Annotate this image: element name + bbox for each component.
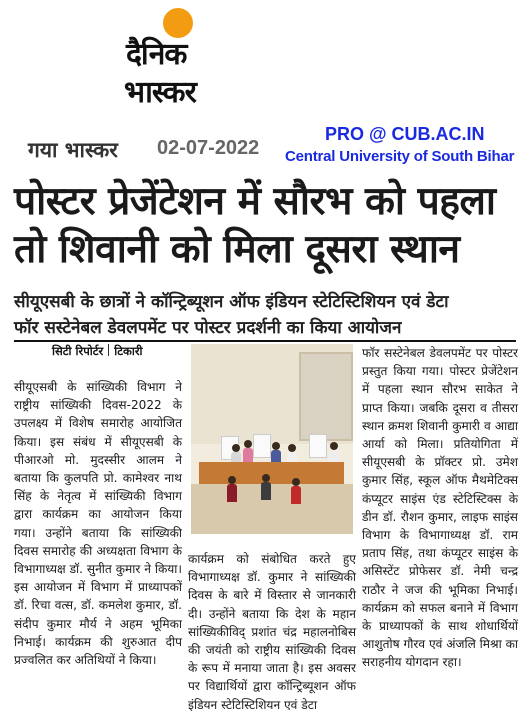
article-column-2-text: कार्यक्रम को संबोधित करते हुए विभागाध्यक्ष डॉ. कुमार ने सांख्यिकी दिवस के बारे में विस्तार से जानकारी दी। उन्होंने बताया कि देश के महान सांख्यिकीविद् प्रशांत चंद्र महालनोबिस की जयंती को राष्ट्रीय सांख्यिकी दिवस के रूप में मनाया जाता है। इस अवसर पर विद्यार्थियों द्वारा कॉन्ट्रिब्यूशन ऑफ इंडियन स्टेटिस्टिशियन एवं डेटा	[188, 552, 356, 712]
byline-place: टिकारी	[114, 344, 143, 358]
headline-divider	[14, 340, 516, 342]
article-column-3-text: फॉर सस्टेनेबल डेवलपमेंट पर पोस्टर प्रस्तुत किया गया। पोस्टर प्रेजेंटेशन में पहला स्थान सौरभ साकेत ने प्राप्त किया। जबकि दूसरा व तीसरा स्थान क्रमश शिवानी कुमारी व आद्या आर्या को मिला। प्रतियोगिता में सीयूएसबी के प्रॉक्टर प्रो. उमेश कुमार सिंह, स्कूल ऑफ मैथमेटिक्स कंप्यूटर साइंस एंड स्टेटिस्टिक्स के डीन डॉ. रौशन कुमार, लाइफ साइंस विभाग के विभागाध्यक्ष डॉ. राम प्रताप सिंह, तथा कंप्यूटर साइंस के असिस्टेंट प्रोफेसर डॉ. नेमी चन्द्र राठौर ने जज की भूमिका निभाई। कार्यक्रम को सफल बनाने में विभाग के प्राध्यापकों के साथ शोधार्थियों आशुतोष गौरव एवं अंजलि मिश्रा का सराहनीय योगदान रहा।	[362, 346, 518, 670]
headline-line1: पोस्टर प्रेजेंटेशन में सौरभ को पहला	[14, 179, 496, 224]
photo-window	[299, 352, 353, 441]
edition-name: गया भास्कर	[28, 138, 118, 162]
photo-person	[227, 476, 237, 502]
photo-poster-board	[253, 434, 271, 458]
subheadline-line2: फॉर सस्टेनेबल डेवलपमेंट पर पोस्टर प्रदर्शनी का किया आयोजन	[14, 318, 402, 338]
pro-stamp-line1: PRO @ CUB.AC.IN	[325, 124, 485, 144]
newspaper-logo-line1: दैनिक	[126, 37, 187, 72]
pro-stamp-line2: Central University of South Bihar	[285, 148, 515, 165]
photo-poster-board	[309, 434, 327, 458]
photo-table	[199, 462, 344, 484]
article-column-1-text: सीयूएसबी के सांख्यिकी विभाग ने राष्ट्रीय सांख्यिकी दिवस-2022 के उपलक्ष्य में विशेष समारोह आयोजित किया। इस संबंध में सीयूएसबी के पीआरओ मो. मुदस्सीर आलम ने बताया कि कुलपति प्रो. कामेश्वर नाथ सिंह के नेतृत्व में सांख्यिकी विभाग द्वारा कार्यक्रम का आयोजन किया गया। उन्होंने बताया कि सांख्यिकी दिवस समारोह की अध्यक्षता विभाग के विभागाध्यक्ष डॉ. सुनीत कुमार ने किया। इस आयोजन में विभाग में प्राध्यापकों डॉ. रिचा वत्स, डॉ. कमलेश कुमार, डॉ. संदीप कुमार मौर्य ने अहम भूमिका निभाई। कार्यक्रम की शुरुआत दीप प्रज्वलित कर अतिथियों ने किया।	[14, 380, 182, 668]
byline	[52, 344, 143, 359]
headline-line2: तो शिवानी को मिला दूसरा स्थान	[14, 227, 460, 272]
article-column-3	[362, 344, 518, 672]
logo-sun-icon	[163, 8, 193, 38]
event-photo	[191, 344, 353, 534]
subheadline-line1: सीयूएसबी के छात्रों ने कॉन्ट्रिब्यूशन ऑफ इंडियन स्टेटिस्टिशियन एवं डेटा	[14, 292, 449, 312]
newspaper-logo-line2: भास्कर	[124, 75, 196, 110]
article-column-2	[188, 550, 356, 714]
byline-separator	[108, 344, 109, 356]
article-column-1	[14, 378, 182, 669]
publication-date: 02-07-2022	[157, 137, 260, 159]
photo-person	[291, 478, 301, 504]
photo-floor	[191, 484, 353, 534]
byline-reporter: सिटी रिपोर्टर	[52, 344, 104, 358]
photo-person	[261, 474, 271, 500]
